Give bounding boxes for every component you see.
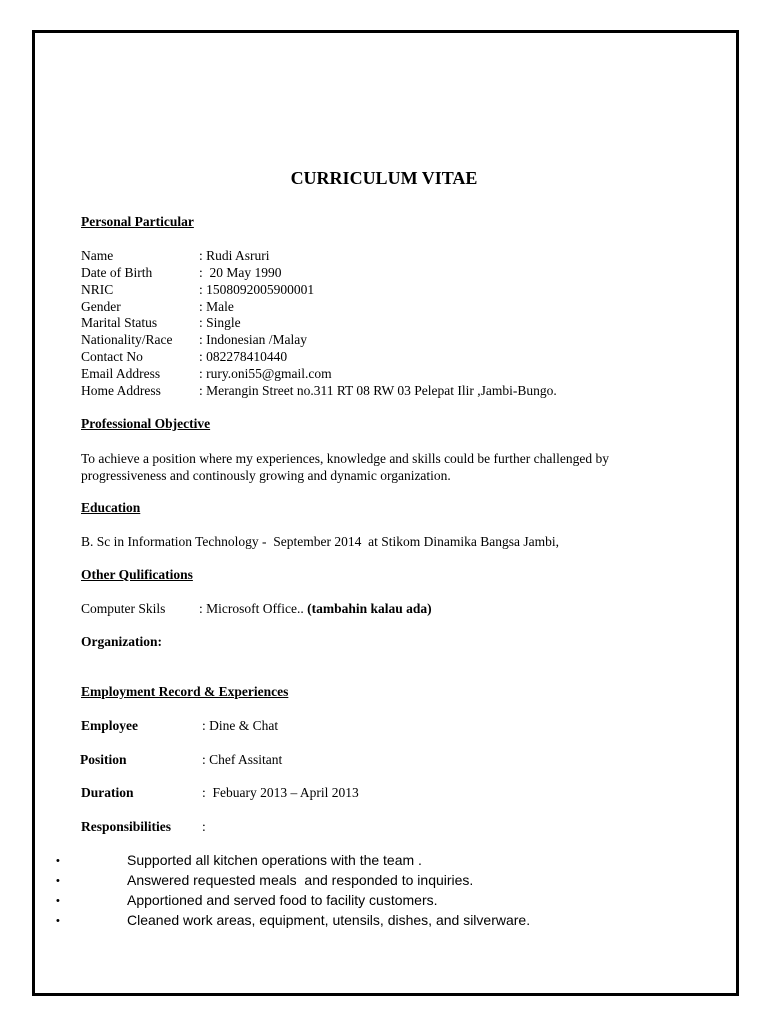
document-title: CURRICULUM VITAE (290, 168, 478, 188)
computer-skills-text: : Microsoft Office.. (199, 601, 304, 616)
bullet-icon: • (56, 875, 60, 887)
home-address-label: Home Address (81, 383, 161, 398)
gender-label: Gender (81, 299, 121, 314)
bullet-icon: • (56, 915, 60, 927)
computer-skills-label: Computer Skils (81, 601, 166, 616)
employee-label: Employee (81, 718, 138, 733)
bullet-icon: • (56, 895, 60, 907)
list-item: Cleaned work areas, equipment, utensils, dishes, and silverware. (127, 912, 531, 928)
home-address-value: : Merangin Street no.311 RT 08 RW 03 Pelepat Ilir ,Jambi-Bungo. (199, 383, 557, 398)
list-item: Supported all kitchen operations with the team . (127, 852, 422, 868)
objective-heading: Professional Objective (81, 416, 211, 431)
duration-label: Duration (81, 785, 134, 800)
position-value: : Chef Assitant (202, 752, 283, 767)
gender-value: : Male (199, 299, 234, 314)
computer-skills-value (199, 601, 432, 617)
contact-label: Contact No (81, 349, 143, 364)
nric-label: NRIC (81, 282, 114, 297)
email-value: : rury.oni55@gmail.com (199, 366, 332, 381)
dob-value: : 20 May 1990 (199, 265, 282, 280)
bullet-icon: • (56, 855, 60, 867)
contact-value: : 082278410440 (199, 349, 288, 364)
employee-value: : Dine & Chat (202, 718, 279, 733)
email-label: Email Address (81, 366, 161, 381)
list-item: Answered requested meals and responded to inquiries. (127, 872, 474, 888)
position-label: Position (80, 752, 127, 767)
objective-text: To achieve a position where my experiences, knowledge and skills could be further challenged by progressiveness and continously growing and dynamic organization. (81, 451, 610, 483)
computer-skills-note: (tambahin kalau ada) (303, 601, 432, 616)
responsibilities-label: Responsibilities (81, 819, 172, 834)
responsibilities-colon: : (202, 819, 206, 834)
list-item: Apportioned and served food to facility customers. (127, 892, 438, 908)
nationality-value: : Indonesian /Malay (199, 332, 307, 347)
personal-heading: Personal Particular (81, 214, 194, 229)
duration-value: : Febuary 2013 – April 2013 (202, 785, 359, 800)
qualifications-heading: Other Qulifications (81, 567, 193, 582)
nric-value: : 1508092005900001 (199, 282, 315, 297)
education-text: B. Sc in Information Technology - September 2014 at Stikom Dinamika Bangsa Jambi, (81, 534, 559, 549)
name-label: Name (81, 248, 114, 263)
organization-heading: Organization: (81, 634, 162, 649)
employment-heading: Employment Record & Experiences (81, 684, 289, 699)
nationality-label: Nationality/Race (81, 332, 173, 347)
marital-status-value: : Single (199, 315, 241, 330)
education-heading: Education (81, 500, 141, 515)
dob-label: Date of Birth (81, 265, 153, 280)
marital-status-label: Marital Status (81, 315, 158, 330)
name-value: : Rudi Asruri (199, 248, 270, 263)
